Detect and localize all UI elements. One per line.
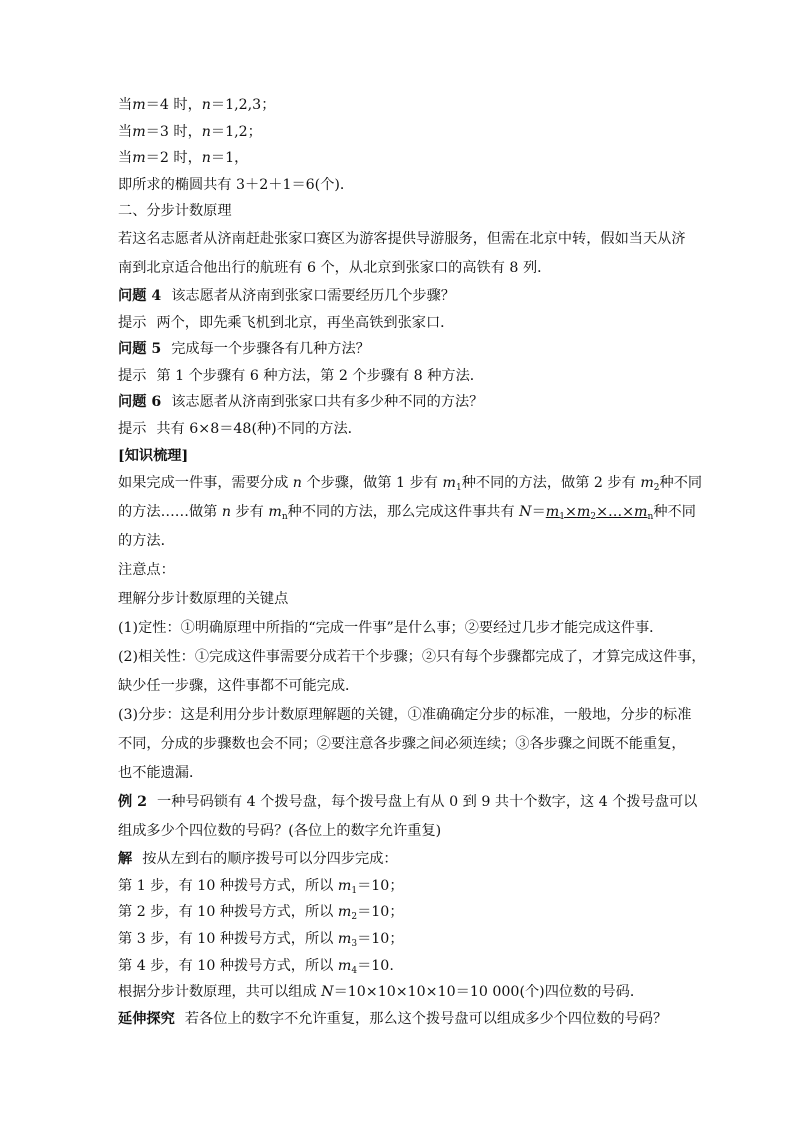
note-2-line-1: (2)相关性：①完成这件事需要分成若干个步骤；②只有每个步骤都完成了，才算完成这件事， [118, 649, 706, 666]
notes-subtitle: 理解分步计数原理的关键点 [118, 591, 289, 608]
var-m: m [132, 150, 146, 167]
subscript: 2 [653, 483, 660, 494]
text: ＝10×10×10×10＝10 000(个)四位数的号码． [333, 984, 645, 1001]
text: 如果完成一件事，需要分成 [118, 475, 293, 492]
note-1: (1)定性：①明确原理中所指的“完成一件事”是什么事；②要经过几步才能完成这件事． [118, 620, 664, 637]
text: 步有 [230, 504, 269, 521]
question-5 [118, 336, 680, 363]
subscript: 2 [351, 912, 358, 923]
hint-5 [118, 363, 680, 390]
solution-line [118, 846, 680, 873]
note-3-line-1: (3)分步：这是利用分步计数原理解题的关键，①准确确定分步的标准，一般地，分步的标准 [118, 707, 692, 724]
question-label: 问题 6 [118, 394, 162, 411]
example-2-line-1 [118, 788, 698, 817]
var-m: m [545, 504, 560, 521]
text: ＝10. [357, 957, 394, 974]
question-text: 完成每一个步骤各有几种方法？ [171, 341, 370, 358]
intro-line-1: 若这名志愿者从济南赶赴张家口赛区为游客提供导游服务，但需在北京中转，假如当天从济 [118, 230, 686, 247]
extension-label: 延伸探究 [118, 1010, 175, 1027]
text: × [564, 504, 577, 521]
text: 根据分步计数原理，共可以组成 [118, 984, 322, 1001]
note-3-line-2: 不同，分成的步骤数也会不同；②要注意各步骤之间必须连续；③各步骤之间既不能重复， [118, 736, 686, 753]
text: 种不同的方法，做第 2 步有 [461, 475, 641, 492]
step-line [118, 899, 680, 926]
subscript: 4 [351, 965, 358, 976]
knowledge-title: [知识梳理] [118, 447, 189, 464]
text: 第 3 步，有 10 种拨号方式，所以 [118, 930, 338, 947]
solution-text: 按从左到右的顺序拨号可以分四步完成： [142, 851, 398, 868]
var-m: m [337, 930, 352, 947]
example-label: 例 2 [118, 794, 147, 811]
text: ＝10； [357, 904, 404, 921]
var-m: m [576, 504, 591, 521]
var-m: m [268, 504, 282, 521]
intro-line-2: 南到北京适合他出行的航班有 6 个，从北京到张家口的高铁有 8 列． [118, 259, 552, 276]
text: 当 [118, 97, 133, 113]
hint-label: 提示 [118, 367, 147, 384]
note-3-line-3: 也不能遗漏． [118, 765, 204, 782]
var-m: m [640, 475, 654, 492]
hint-text: 第 1 个步骤有 6 种方法，第 2 个步骤有 8 种方法． [156, 367, 484, 384]
subscript: 2 [590, 512, 597, 523]
knowledge-line-1 [118, 469, 703, 498]
var-m: m [634, 504, 648, 521]
text: ＝3 时， [145, 123, 202, 140]
text: ＝1,2； [210, 123, 262, 140]
hint-text: 共有 6×8＝48(种)不同的方法． [156, 420, 362, 437]
example-text: 一种号码锁有 4 个拨号盘，每个拨号盘上有从 0 到 9 共十个数字，这 4 个拨号盘可以 [157, 794, 698, 811]
note-2-line-2: 缺少任一步骤，这件事都不可能完成． [118, 678, 360, 695]
text: 第 1 步，有 10 种拨号方式，所以 [118, 877, 338, 894]
text: 第 4 步，有 10 种拨号方式，所以 [118, 957, 338, 974]
text: ＝ [531, 504, 546, 521]
hint-6 [118, 416, 680, 443]
case-m4-line [118, 92, 680, 119]
knowledge-line-2 [118, 498, 696, 527]
var-n: n [201, 97, 211, 113]
document-page [118, 92, 706, 1032]
question-text: 该志愿者从济南到张家口需要经历几个步骤？ [171, 287, 455, 304]
var-n: n [221, 504, 231, 521]
step-line [118, 873, 680, 900]
hint-label: 提示 [118, 314, 147, 331]
hint-4 [118, 310, 680, 337]
knowledge-line-3: 的方法． [118, 533, 175, 550]
question-4 [118, 283, 680, 310]
var-m: m [132, 123, 146, 140]
var-n: n [292, 475, 302, 492]
var-m: m [132, 97, 146, 113]
question-label: 问题 5 [118, 341, 162, 358]
text: 第 2 步，有 10 种拨号方式，所以 [118, 904, 338, 921]
case-m3-line [118, 119, 680, 146]
var-N: N [321, 984, 334, 1001]
var-m: m [442, 475, 456, 492]
var-m: m [337, 877, 352, 894]
step-line [118, 953, 680, 980]
text: ＝4 时， [145, 97, 202, 113]
subscript: 1 [351, 885, 358, 896]
var-n: n [201, 123, 211, 140]
notes-title: 注意点： [118, 562, 175, 579]
var-m: m [337, 957, 352, 974]
example-2-line-2: 组成多少个四位数的号码？(各位上的数字允许重复) [118, 823, 442, 840]
text: ＝10； [357, 930, 404, 947]
case-m2-line [118, 145, 680, 172]
text: 种不同的方法，那么完成这件事共有 [287, 504, 520, 521]
subscript: 1 [455, 483, 462, 494]
subscript: 1 [559, 512, 565, 523]
total-line: 即所求的椭圆共有 3＋2＋1＝6(个)． [118, 176, 355, 193]
question-6 [118, 389, 680, 416]
text: 当 [118, 123, 133, 140]
var-m: m [337, 904, 352, 921]
product-formula [545, 504, 654, 523]
text: ×…× [596, 504, 635, 521]
hint-text: 两个，即先乘飞机到北京，再坐高铁到张家口． [156, 314, 455, 331]
step-line [118, 926, 680, 953]
solution-label: 解 [118, 851, 133, 868]
text: 当 [118, 150, 133, 167]
section-title: 二、分步计数原理 [118, 203, 232, 220]
text: ＝1， [210, 150, 249, 167]
hint-label: 提示 [118, 420, 147, 437]
conclusion-line [118, 979, 680, 1006]
text: 的方法……做第 [118, 504, 222, 521]
subscript: 3 [351, 938, 358, 949]
text: 种不同 [653, 504, 696, 521]
extension-line [118, 1006, 680, 1033]
var-N: N [519, 504, 532, 521]
subscript: n [281, 512, 288, 523]
var-n: n [201, 150, 211, 167]
extension-text: 若各位上的数字不允许重复，那么这个拨号盘可以组成多少个四位数的号码？ [184, 1010, 668, 1027]
text: 种不同 [659, 475, 703, 492]
text: 个步骤，做第 1 步有 [301, 475, 443, 492]
text: ＝10； [357, 877, 404, 894]
question-label: 问题 4 [118, 287, 162, 304]
subscript: n [647, 512, 654, 523]
question-text: 该志愿者从济南到张家口共有多少种不同的方法？ [171, 394, 484, 411]
text: ＝2 时， [145, 150, 202, 167]
text: ＝1,2,3； [210, 97, 276, 113]
